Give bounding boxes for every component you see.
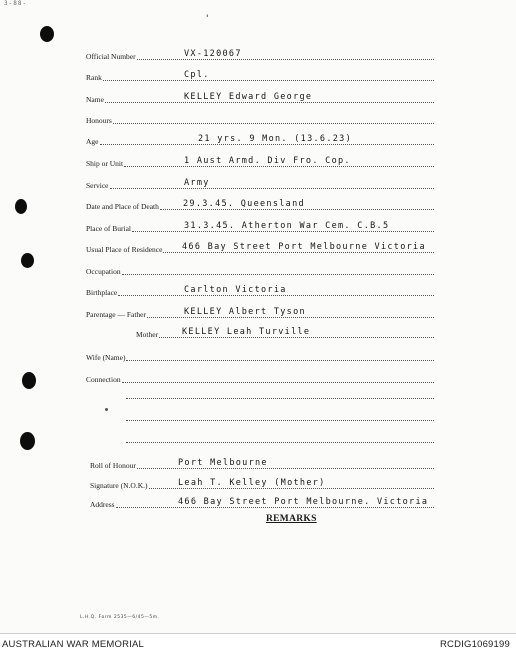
field-label: Ship or Unit bbox=[86, 159, 124, 168]
field-honours bbox=[86, 111, 434, 125]
dotted-rule bbox=[113, 123, 434, 124]
field-roll-of-honour bbox=[86, 456, 434, 470]
punch-hole-3 bbox=[21, 253, 34, 268]
field-label: Usual Place of Residence bbox=[86, 245, 163, 254]
connection-line-4 bbox=[126, 442, 434, 443]
connection-line-3 bbox=[126, 420, 434, 421]
remarks-heading: REMARKS bbox=[266, 514, 317, 524]
dotted-rule bbox=[132, 231, 434, 232]
field-connection bbox=[86, 370, 434, 384]
field-label: Service bbox=[86, 181, 109, 190]
field-occupation bbox=[86, 262, 434, 276]
punch-hole-5 bbox=[20, 432, 35, 450]
field-value: Carlton Victoria bbox=[184, 285, 287, 295]
field-label: Signature (N.O.K.) bbox=[90, 481, 148, 490]
dotted-rule bbox=[110, 188, 434, 189]
field-value: Cpl. bbox=[184, 70, 210, 80]
field-label: Age bbox=[86, 137, 99, 146]
field-label: Mother bbox=[136, 330, 159, 339]
field-value: KELLEY Albert Tyson bbox=[184, 307, 306, 317]
field-age bbox=[86, 132, 434, 146]
dotted-rule bbox=[137, 468, 434, 469]
field-value: Army bbox=[184, 178, 210, 188]
dotted-rule bbox=[122, 274, 434, 275]
punch-hole-1 bbox=[40, 26, 54, 42]
field-value: VX-120067 bbox=[184, 49, 242, 59]
dotted-rule bbox=[103, 80, 434, 81]
field-label: Rank bbox=[86, 73, 102, 82]
dotted-rule bbox=[126, 360, 434, 361]
archive-name: AUSTRALIAN WAR MEMORIAL bbox=[2, 639, 145, 650]
dotted-rule bbox=[116, 507, 434, 508]
dotted-rule bbox=[159, 337, 434, 338]
field-address bbox=[86, 495, 434, 509]
dotted-rule bbox=[118, 295, 434, 296]
field-label: Date and Place of Death bbox=[86, 202, 159, 211]
dotted-rule bbox=[149, 488, 434, 489]
connection-line-2 bbox=[126, 398, 434, 399]
field-value: KELLEY Edward George bbox=[184, 92, 313, 102]
field-label: Connection bbox=[86, 375, 121, 384]
dotted-rule bbox=[160, 209, 434, 210]
archive-footer bbox=[0, 633, 516, 654]
field-place-of-burial bbox=[86, 219, 434, 233]
dotted-rule bbox=[122, 382, 434, 383]
field-value: KELLEY Leah Turville bbox=[182, 327, 311, 337]
dotted-rule bbox=[100, 144, 434, 145]
record-id: RCDIG1069199 bbox=[440, 639, 510, 650]
form-print-code: L.H.Q. Form 2535—6/45—5m. bbox=[80, 615, 160, 620]
field-birthplace bbox=[86, 283, 434, 297]
field-label: Birthplace bbox=[86, 288, 118, 297]
field-label: Wife (Name) bbox=[86, 353, 126, 362]
field-label: Roll of Honour bbox=[90, 461, 136, 470]
field-service bbox=[86, 176, 434, 190]
punch-hole-2 bbox=[15, 199, 27, 214]
field-parentage-mother bbox=[136, 325, 434, 339]
field-parentage-father bbox=[86, 305, 434, 319]
field-wife bbox=[86, 348, 434, 362]
field-label: Honours bbox=[86, 116, 112, 125]
field-official-number bbox=[86, 47, 434, 61]
field-ship-or-unit bbox=[86, 154, 434, 168]
field-label: Occupation bbox=[86, 267, 121, 276]
field-rank bbox=[86, 68, 434, 82]
field-value: 466 Bay Street Port Melbourne. Victoria bbox=[178, 497, 429, 507]
dotted-rule bbox=[163, 252, 434, 253]
field-value: 29.3.45. Queensland bbox=[183, 199, 305, 209]
dotted-rule bbox=[124, 166, 434, 167]
field-value: 21 yrs. 9 Mon. (13.6.23) bbox=[198, 134, 353, 144]
ink-speck bbox=[105, 408, 108, 411]
field-signature-nok bbox=[86, 476, 434, 490]
field-date-place-death bbox=[86, 197, 434, 211]
field-value: Port Melbourne bbox=[178, 458, 268, 468]
field-label: Official Number bbox=[86, 52, 136, 61]
field-label: Name bbox=[86, 95, 104, 104]
pencil-tick: ' bbox=[206, 14, 209, 24]
field-label: Place of Burial bbox=[86, 224, 131, 233]
field-label: Address bbox=[90, 500, 115, 509]
field-label: Parentage — Father bbox=[86, 310, 146, 319]
field-value: 1 Aust Armd. Div Fro. Cop. bbox=[184, 156, 351, 166]
field-value: Leah T. Kelley (Mother) bbox=[178, 478, 326, 488]
field-value: 31.3.45. Atherton War Cem. C.B.5 bbox=[184, 221, 390, 231]
dotted-rule bbox=[137, 59, 434, 60]
field-name bbox=[86, 90, 434, 104]
corner-stamp: 3-88- bbox=[4, 0, 28, 7]
field-value: 466 Bay Street Port Melbourne Victoria bbox=[182, 242, 426, 252]
field-usual-residence bbox=[86, 240, 434, 254]
punch-hole-4 bbox=[22, 372, 36, 389]
dotted-rule bbox=[105, 102, 434, 103]
dotted-rule bbox=[147, 317, 434, 318]
